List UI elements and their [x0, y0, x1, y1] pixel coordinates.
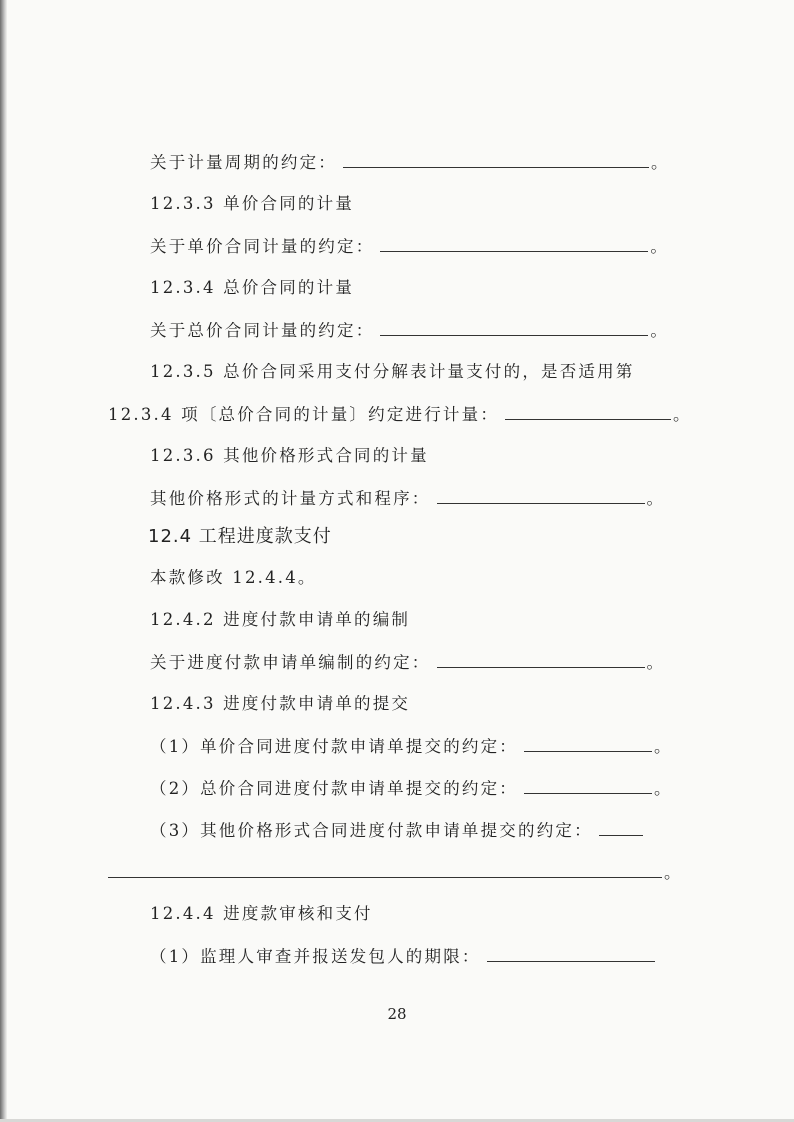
clause-payment-application-preparation — [150, 651, 665, 674]
period-mark: 。 — [650, 237, 670, 256]
section-12-4-2-title: 12.4.2 进度付款申请单的编制 — [150, 610, 411, 629]
period-mark: 。 — [646, 653, 666, 672]
clause-text: 关于单价合同计量的约定： — [150, 237, 375, 256]
period-mark: 。 — [654, 737, 673, 756]
clause-unit-price-measurement — [150, 235, 669, 258]
fill-in-blank[interactable] — [437, 651, 645, 668]
section-12-3-6-title: 12.3.6 其他价格形式合同的计量 — [150, 446, 429, 465]
clause-measurement-period — [150, 151, 670, 174]
fill-in-blank[interactable] — [524, 777, 652, 794]
section-12-4-3-title: 12.4.3 进度付款申请单的提交 — [150, 694, 411, 713]
clause-lump-sum-measurement — [150, 319, 669, 342]
section-12-3-4-title: 12.3.4 总价合同的计量 — [150, 278, 355, 297]
section-12-3-5-text: 12.3.5 总价合同采用支付分解表计量支付的，是否适用第 — [150, 362, 635, 381]
clause-unit-price-submission — [150, 735, 673, 758]
clause-text: 12.3.4 项〔总价合同的计量〕约定进行计量： — [108, 405, 500, 424]
clause-text: （3）其他价格形式合同进度付款申请单提交的约定： — [150, 821, 593, 840]
fill-in-blank[interactable] — [380, 319, 648, 336]
fill-in-blank[interactable] — [505, 403, 671, 420]
section-12-3-5-continuation — [108, 403, 692, 426]
period-mark: 。 — [654, 779, 673, 798]
fill-in-blank[interactable] — [108, 861, 662, 878]
period-mark: 。 — [651, 153, 670, 172]
section-12-4-heading: 12.4 工程进度款支付 — [148, 526, 332, 547]
fill-in-blank[interactable] — [524, 735, 652, 752]
clause-lump-sum-submission — [150, 777, 673, 800]
clause-text: 关于进度付款申请单编制的约定： — [150, 653, 431, 672]
section-12-3-3-title: 12.3.3 单价合同的计量 — [150, 194, 355, 213]
fill-in-blank[interactable] — [343, 151, 649, 168]
clause-text: （2）总价合同进度付款申请单提交的约定： — [150, 779, 518, 798]
fill-in-blank[interactable] — [380, 235, 648, 252]
clause-text: 关于总价合同计量的约定： — [150, 321, 375, 340]
clause-other-price-submission-continuation — [108, 861, 683, 884]
period-mark: 。 — [646, 489, 666, 508]
section-12-4-4-title: 12.4.4 进度款审核和支付 — [150, 904, 373, 923]
fill-in-blank[interactable] — [487, 945, 655, 962]
clause-text: （1）单价合同进度付款申请单提交的约定： — [150, 737, 518, 756]
period-mark: 。 — [650, 321, 670, 340]
clause-supervisor-review-deadline — [150, 945, 655, 968]
scan-edge-shadow — [0, 0, 7, 1122]
clause-other-price-submission — [150, 819, 643, 842]
clause-other-price-measurement — [150, 487, 665, 510]
clause-text: （1）监理人审查并报送发包人的期限： — [150, 947, 481, 966]
period-mark: 。 — [673, 405, 692, 424]
clause-text: 关于计量周期的约定： — [150, 153, 337, 172]
period-mark: 。 — [664, 863, 683, 882]
clause-text: 其他价格形式的计量方式和程序： — [150, 489, 431, 508]
fill-in-blank[interactable] — [599, 819, 643, 836]
page-number: 28 — [387, 1005, 407, 1023]
amendment-note: 本款修改 12.4.4。 — [150, 568, 317, 587]
fill-in-blank[interactable] — [437, 487, 645, 504]
